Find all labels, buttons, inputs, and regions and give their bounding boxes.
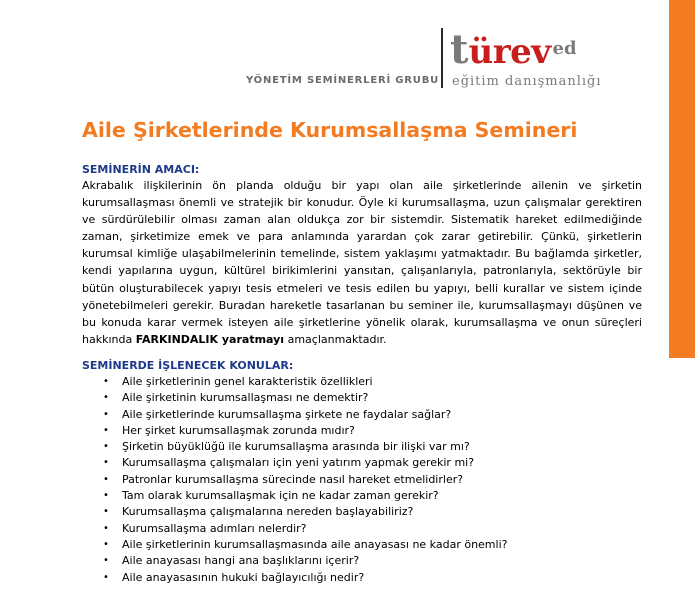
- topic-text: Aile anayasasının hukuki bağlayıcılığı nedir?: [122, 570, 365, 584]
- topic-text: Tam olarak kurumsallaşmak için ne kadar zaman gerekir?: [122, 489, 439, 503]
- list-item: [82, 390, 507, 406]
- list-item: [82, 553, 507, 569]
- bullet-icon: •: [103, 522, 109, 534]
- logo-letter-t: t: [450, 26, 469, 73]
- logo-subtitle: eğitim danışmanlığı: [452, 74, 602, 89]
- topic-text: Aile şirketlerinde kurumsallaşma şirkete ne faydalar sağlar?: [122, 407, 452, 421]
- turev-logo: [450, 28, 635, 98]
- bullet-icon: •: [103, 392, 109, 404]
- bullet-icon: •: [103, 490, 109, 502]
- purpose-heading: SEMİNERİN AMACI:: [82, 163, 200, 176]
- page-title: Aile Şirketlerinde Kurumsallaşma Semineri: [82, 118, 578, 142]
- purpose-ending: amaçlanmaktadır.: [287, 332, 387, 346]
- bullet-icon: •: [103, 506, 109, 518]
- list-item: [82, 407, 507, 423]
- bullet-icon: •: [103, 408, 109, 420]
- list-item: [82, 423, 507, 439]
- purpose-paragraph: [82, 177, 642, 348]
- list-item: [82, 439, 507, 455]
- list-item: [82, 537, 507, 553]
- list-item: [82, 374, 507, 390]
- logo-word: ürev: [468, 32, 551, 72]
- list-item: [82, 472, 507, 488]
- topic-text: Her şirket kurumsallaşmak zorunda mıdır?: [122, 423, 355, 437]
- logo-wordmark: [450, 28, 577, 74]
- list-item: [82, 504, 507, 520]
- bullet-icon: •: [103, 376, 109, 387]
- topics-heading: SEMİNERDE İŞLENECEK KONULAR:: [82, 359, 294, 372]
- list-item: [82, 521, 507, 537]
- logo-suffix: ed: [552, 38, 577, 59]
- list-item: [82, 570, 507, 586]
- bullet-icon: •: [103, 441, 109, 453]
- topic-text: Şirketin büyüklüğü ile kurumsallaşma arasında bir ilişki var mı?: [122, 440, 470, 454]
- topic-text: Kurumsallaşma çalışmalarına nereden başlayabiliriz?: [122, 505, 414, 519]
- topic-text: Aile şirketlerinin genel karakteristik özellikleri: [122, 375, 373, 388]
- bullet-icon: •: [103, 571, 109, 583]
- topic-text: Patronlar kurumsallaşma sürecinde nasıl hareket etmelidirler?: [122, 472, 464, 486]
- list-item: [82, 455, 507, 471]
- purpose-text: Akrabalık ilişkilerinin ön planda olduğu bir yapı olan aile şirketlerinde ailenin ve şirketin kurumsallaşması önemli ve stratejik bir konudur. Öyle ki kurumsallaşma, uzun çalışmalar gerektiren ve sürdürülebilir olması zaman alan oldukça zor bir sistemdir. Sistematik hareket edilmediğinde zaman, şirketimize emek ve para anlamında yarardan çok zarar getirebilir. Çünkü, şirketlerin kurumsal kimliğe ulaşabilmelerinin temelinde, sistem yaklaşımı yatmaktadır. Bu bağlamda şirketler, kendi yapılarına uygun, kültürel birikimlerini yansıtan, çalışanlarıyla, patronlarıyla, sektörüyle bir bütün oluşturabilecek yapıyı tesis etmeleri ve tesis edilen bu yapıyı, belli kurallar ve sistem içinde yönetebilmeleri gerekir. Buradan hareketle tasarlanan bu seminer ile, kurumsallaşmayı düşünen ve bu konuda karar vermek isteyen aile şirketlerine yönelik olarak, kurumsallaşma ve onun süreçleri hakkında: [82, 179, 642, 346]
- topic-text: Kurumsallaşma adımları nelerdir?: [122, 521, 307, 535]
- bullet-icon: •: [103, 457, 109, 469]
- header-divider: [441, 28, 443, 88]
- topic-text: Aile şirketlerinin kurumsallaşmasında aile anayasası ne kadar önemli?: [122, 537, 508, 551]
- list-item: [82, 488, 507, 504]
- topic-text: Aile anayasası hangi ana başlıklarını içerir?: [122, 554, 360, 568]
- topic-list: [82, 374, 507, 586]
- orange-side-bar: [669, 0, 695, 358]
- topic-text: Aile şirketinin kurumsallaşması ne demektir?: [122, 391, 369, 405]
- purpose-emphasis: FARKINDALIK yaratmayı: [135, 332, 285, 346]
- bullet-icon: •: [103, 473, 109, 485]
- bullet-icon: •: [103, 555, 109, 567]
- topic-text: Kurumsallaşma çalışmaları için yeni yatırım yapmak gerekir mi?: [122, 456, 475, 470]
- seminar-group-label: YÖNETİM SEMİNERLERİ GRUBU: [246, 75, 440, 86]
- bullet-icon: •: [103, 424, 109, 436]
- bullet-icon: •: [103, 538, 109, 550]
